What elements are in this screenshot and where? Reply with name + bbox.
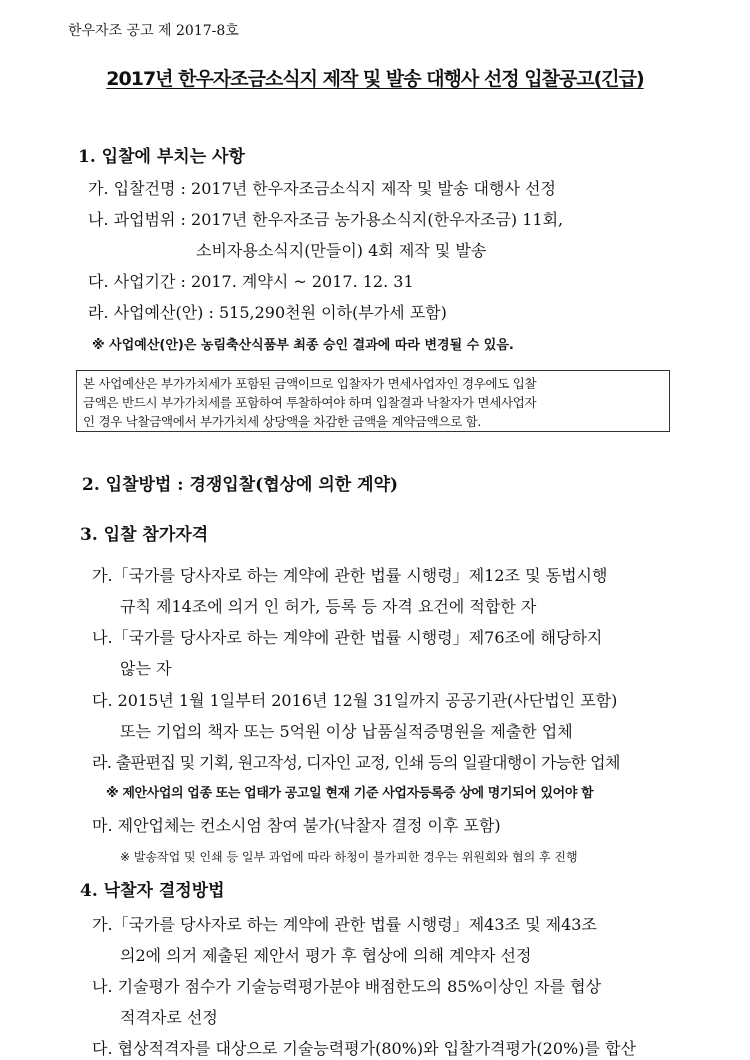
section-1-item-na-cont: 소비자용소식지(만들이) 4회 제작 및 발송 [196, 241, 487, 260]
section-1-item-da: 다. 사업기간 : 2017. 계약시 ~ 2017. 12. 31 [88, 272, 414, 291]
budget-notice-line: 금액은 반드시 부가가치세를 포함하여 투찰하여야 하며 입찰결과 낙찰자가 면세사업자 [83, 395, 537, 410]
section-4-item-ga-cont: 의2에 의거 제출된 제안서 평가 후 협상에 의해 계약자 선정 [120, 946, 532, 965]
business-type-note: ※ 제안사업의 업종 또는 업태가 공고일 현재 기준 사업자등록증 상에 명기되어 있어야 함 [106, 786, 594, 801]
budget-note: ※ 사업예산(안)은 농림축산식품부 최종 승인 결과에 따라 변경될 수 있음. [92, 338, 514, 353]
section-3-item-ga-cont: 규칙 제14조에 의거 인 허가, 등록 등 자격 요건에 적합한 자 [120, 597, 537, 616]
section-4-item-ga: 가.「국가를 당사자로 하는 계약에 관한 법률 시행령」제43조 및 제43조 [92, 915, 597, 934]
subcontract-note: ※ 발송작업 및 인쇄 등 일부 과업에 따라 하청이 불가피한 경우는 위원회와 협의 후 진행 [120, 850, 578, 864]
budget-notice-line: 인 경우 낙찰금액에서 부가가치세 상당액을 차감한 금액을 계약금액으로 함. [83, 414, 482, 429]
section-4-item-na-cont: 적격자로 선정 [120, 1008, 218, 1027]
section-3-item-ga: 가.「국가를 당사자로 하는 계약에 관한 법률 시행령」제12조 및 동법시행 [92, 566, 608, 585]
section-1-item-ra: 라. 사업예산(안) : 515,290천원 이하(부가세 포함) [88, 303, 447, 322]
section-1-heading: 1. 입찰에 부치는 사항 [78, 147, 245, 167]
section-1-item-na: 나. 과업범위 : 2017년 한우자조금 농가용소식지(한우자조금) 11회, [88, 210, 564, 229]
section-4-item-da: 다. 협상적격자를 대상으로 기술능력평가(80%)와 입찰가격평가(20%)를 합산 [92, 1039, 636, 1058]
section-3-item-na: 나.「국가를 당사자로 하는 계약에 관한 법률 시행령」제76조에 해당하지 [92, 628, 603, 647]
budget-notice-line: 본 사업예산은 부가가치세가 포함된 금액이므로 입찰자가 면세사업자인 경우에도 입찰 [83, 376, 537, 391]
section-4-heading: 4. 낙찰자 결정방법 [80, 881, 225, 901]
section-3-heading: 3. 입찰 참가자격 [80, 525, 209, 545]
page-title: 2017년 한우자조금소식지 제작 및 발송 대행사 선정 입찰공고(긴급) [106, 68, 644, 90]
section-1-item-ga: 가. 입찰건명 : 2017년 한우자조금소식지 제작 및 발송 대행사 선정 [88, 179, 556, 198]
budget-notice-box [76, 370, 670, 432]
section-4-item-na: 나. 기술평가 점수가 기술능력평가분야 배점한도의 85%이상인 자를 협상 [92, 977, 602, 996]
section-3-item-da-cont: 또는 기업의 책자 또는 5억원 이상 납품실적증명원을 제출한 업체 [120, 722, 573, 741]
section-3-item-na-cont: 않는 자 [120, 659, 172, 678]
section-3-item-da: 다. 2015년 1월 1일부터 2016년 12월 31일까지 공공기관(사단법인 포함) [92, 691, 618, 710]
section-3-item-ma: 마. 제안업체는 컨소시엄 참여 불가(낙찰자 결정 이후 포함) [92, 816, 501, 835]
section-3-item-ra: 라. 출판편집 및 기획, 원고작성, 디자인 교정, 인쇄 등의 일괄대행이 가능한 업체 [92, 753, 620, 772]
section-2-heading: 2. 입찰방법 : 경쟁입찰(협상에 의한 계약) [82, 475, 399, 495]
notice-number: 한우자조 공고 제 2017-8호 [68, 23, 239, 39]
